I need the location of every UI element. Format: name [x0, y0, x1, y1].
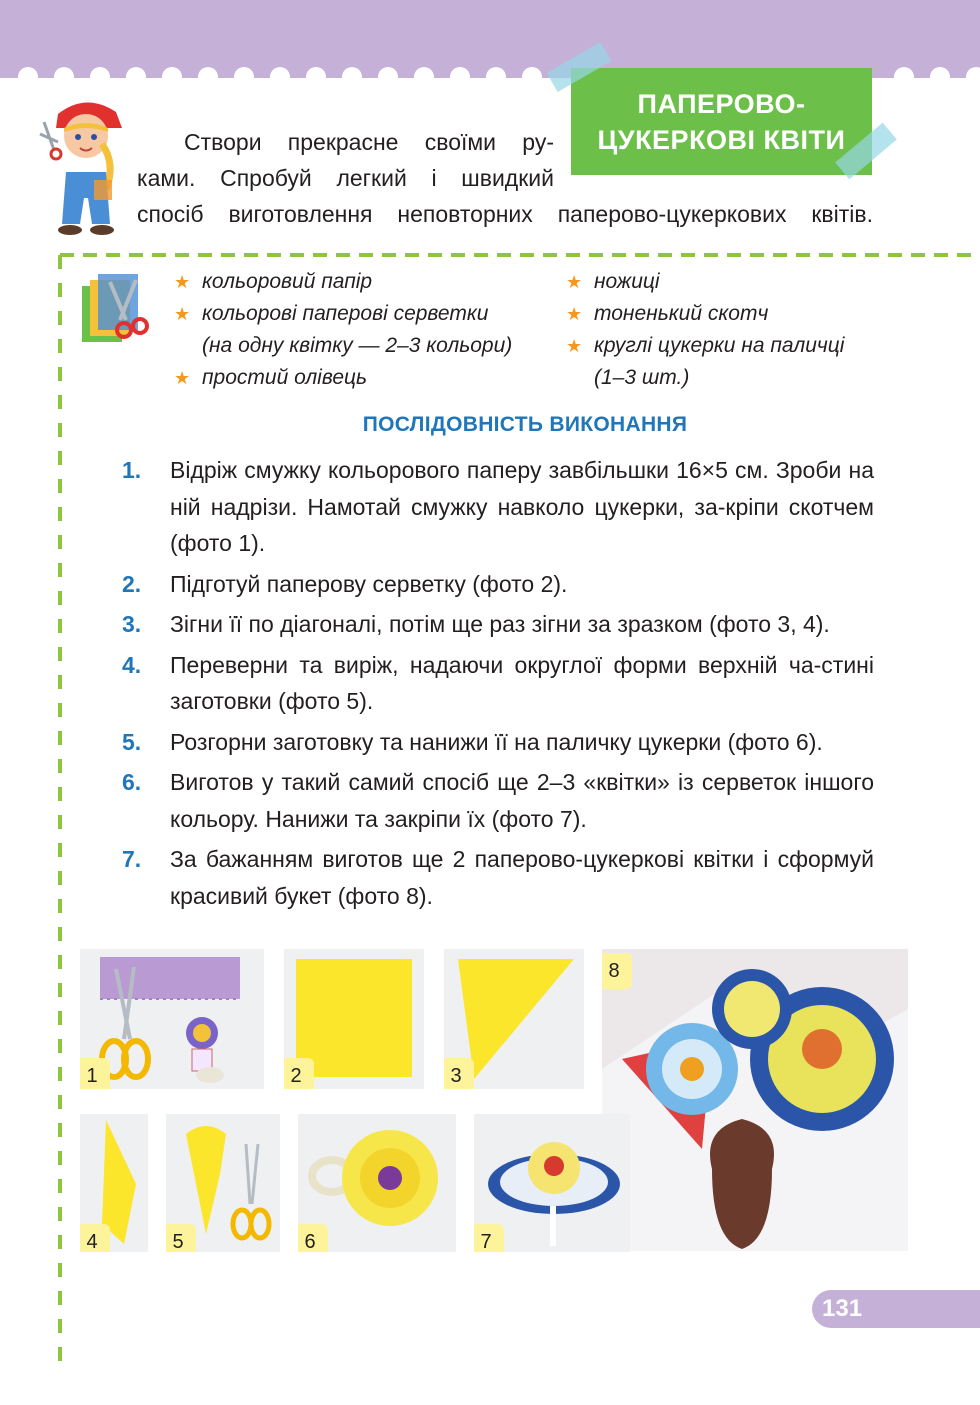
- intro-line-1: Створи прекрасне своїми ру-: [184, 129, 554, 155]
- step-text: Переверни та виріж, надаючи округлої форми верхній ча-стині заготовки (фото 5).: [170, 651, 874, 714]
- material-item: [566, 266, 906, 298]
- step-item: [122, 841, 874, 914]
- photo-4: [80, 1114, 148, 1252]
- step-number: 2.: [122, 570, 142, 597]
- material-text: тоненький скотч: [594, 302, 769, 325]
- material-text-note: (на одну квітку — 2–3 кольори): [202, 334, 513, 357]
- photo-label: 5: [166, 1224, 196, 1252]
- mascot-girl-with-scissors-icon: [36, 94, 136, 244]
- step-number: 6.: [122, 769, 142, 795]
- photo-1: [80, 949, 264, 1089]
- material-item: [566, 330, 906, 394]
- step-item: [122, 606, 874, 643]
- sequence-heading: ПОСЛІДОВНІСТЬ ВИКОНАННЯ: [362, 413, 688, 436]
- intro-line-3: спосіб виготовлення неповторних паперово-цукеркових квітів.: [137, 201, 873, 227]
- star-icon: ★: [174, 304, 191, 324]
- materials-list-right: [566, 266, 906, 394]
- tools-materials-icon: [80, 272, 154, 344]
- step-text: Виготов у такий самий спосіб ще 2–3 «квітки» із серветок іншого кольору. Нанижи та закріпи їх (фото 7).: [170, 769, 874, 832]
- step-number: 4.: [122, 651, 142, 678]
- star-icon: ★: [174, 272, 191, 292]
- flower-bouquet-icon: [602, 949, 908, 1251]
- material-item: [174, 362, 554, 394]
- material-text: кольорові паперові серветки: [202, 302, 489, 325]
- photo-label: 1: [80, 1058, 110, 1089]
- step-text: Підготуй паперову серветку (фото 2).: [170, 570, 568, 597]
- material-item: [174, 266, 554, 298]
- star-icon: ★: [566, 272, 583, 292]
- photo-label: 4: [80, 1224, 110, 1252]
- step-text: Зігни її по діагоналі, потім ще раз зігни за зразком (фото 3, 4).: [170, 611, 830, 637]
- step-text: Розгорни заготовку та нанижи її на паличку цукерки (фото 6).: [170, 728, 823, 755]
- photo-5: [166, 1114, 280, 1252]
- step-item: [122, 647, 874, 720]
- photo-8: [602, 949, 908, 1251]
- step-item: [122, 452, 874, 562]
- photo-3: [444, 949, 584, 1089]
- material-text-note: (1–3 шт.): [594, 366, 690, 389]
- step-number: 7.: [122, 846, 142, 872]
- title-line-1: ПАПЕРОВО-: [637, 88, 806, 119]
- step-item: [122, 566, 874, 603]
- step-item: [122, 724, 874, 761]
- material-item: [174, 298, 554, 362]
- step-text: Відріж смужку кольорового паперу завбільшки 16×5 см. Зроби на ній надрізи. Намотай смужку навколо цукерки, за-кріпи скотчем (фото 1).: [170, 457, 874, 556]
- photo-label: 7: [474, 1224, 504, 1252]
- star-icon: ★: [566, 336, 583, 356]
- photo-label: 3: [444, 1058, 474, 1089]
- photo-label: 6: [298, 1224, 328, 1252]
- step-item: [122, 764, 874, 837]
- step-number: 1.: [122, 457, 142, 483]
- material-text: кольоровий папір: [202, 270, 373, 293]
- material-text: круглі цукерки на паличці: [594, 334, 845, 357]
- star-icon: ★: [566, 304, 583, 324]
- page-number-text: 131: [822, 1295, 863, 1322]
- material-text: простий олівець: [202, 366, 368, 389]
- step-text: За бажанням виготов ще 2 паперово-цукеркові квітки і сформуй красивий букет (фото 8).: [170, 846, 874, 909]
- materials-list-left: [174, 266, 554, 394]
- material-item: [566, 298, 906, 330]
- page-title: [571, 68, 872, 175]
- title-line-2: ЦУКЕРКОВІ КВІТИ: [597, 124, 846, 155]
- photo-7: [474, 1114, 630, 1252]
- photo-2: [284, 949, 424, 1089]
- photo-label: 2: [284, 1058, 314, 1089]
- photo-6: [298, 1114, 456, 1252]
- step-number: 3.: [122, 611, 142, 637]
- photo-label: 8: [602, 953, 632, 989]
- star-icon: ★: [174, 368, 191, 388]
- intro-line-2: ками. Спробуй легкий і швидкий: [137, 165, 554, 191]
- step-number: 5.: [122, 728, 142, 755]
- steps-list: [122, 452, 874, 918]
- page-number: [812, 1290, 980, 1328]
- material-text: ножиці: [594, 270, 660, 293]
